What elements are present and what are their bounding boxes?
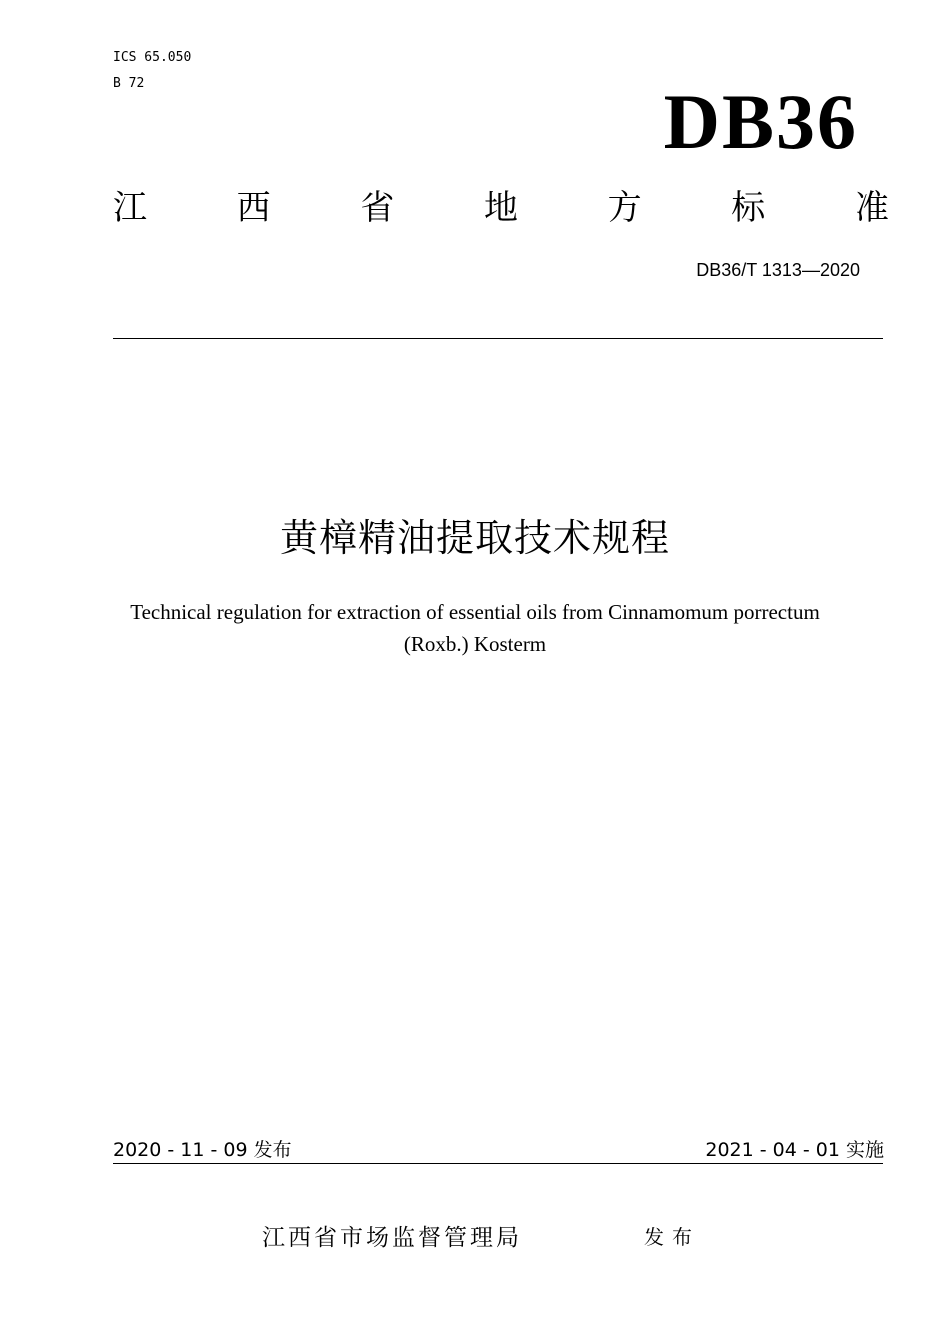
title-english — [75, 596, 875, 660]
title-english-line-2: (Roxb.) Kosterm — [403, 632, 547, 656]
header-divider — [113, 338, 883, 339]
title-english-line-1: Technical regulation for extraction of essential oils from Cinnamomum porrectum — [130, 600, 820, 624]
implementation-date: 2021 - 04 - 01 实施 — [705, 1139, 884, 1161]
standard-type-heading — [113, 186, 889, 230]
issuing-authority: 江西省市场监督管理局 — [262, 1225, 522, 1251]
standard-type-char: 方 — [607, 188, 642, 228]
standard-type-char: 省 — [360, 188, 395, 228]
standard-type-char: 标 — [731, 188, 766, 228]
standard-type-char: 地 — [483, 188, 518, 228]
title-chinese: 黄樟精油提取技术规程 — [279, 516, 670, 560]
standard-type-char: 江 — [113, 188, 147, 228]
issue-date: 2020 - 11 - 09 发布 — [113, 1139, 292, 1161]
ics-code: ICS 65.050 — [113, 50, 192, 65]
ccs-code: B 72 — [113, 76, 145, 91]
standard-type-char: 准 — [854, 188, 889, 228]
standard-number: DB36/T 1313—2020 — [696, 260, 860, 280]
standard-type-char: 西 — [236, 188, 271, 228]
issue-label: 发布 — [644, 1225, 700, 1249]
standard-code-logo: DB36 — [663, 78, 858, 165]
date-divider — [113, 1163, 883, 1164]
